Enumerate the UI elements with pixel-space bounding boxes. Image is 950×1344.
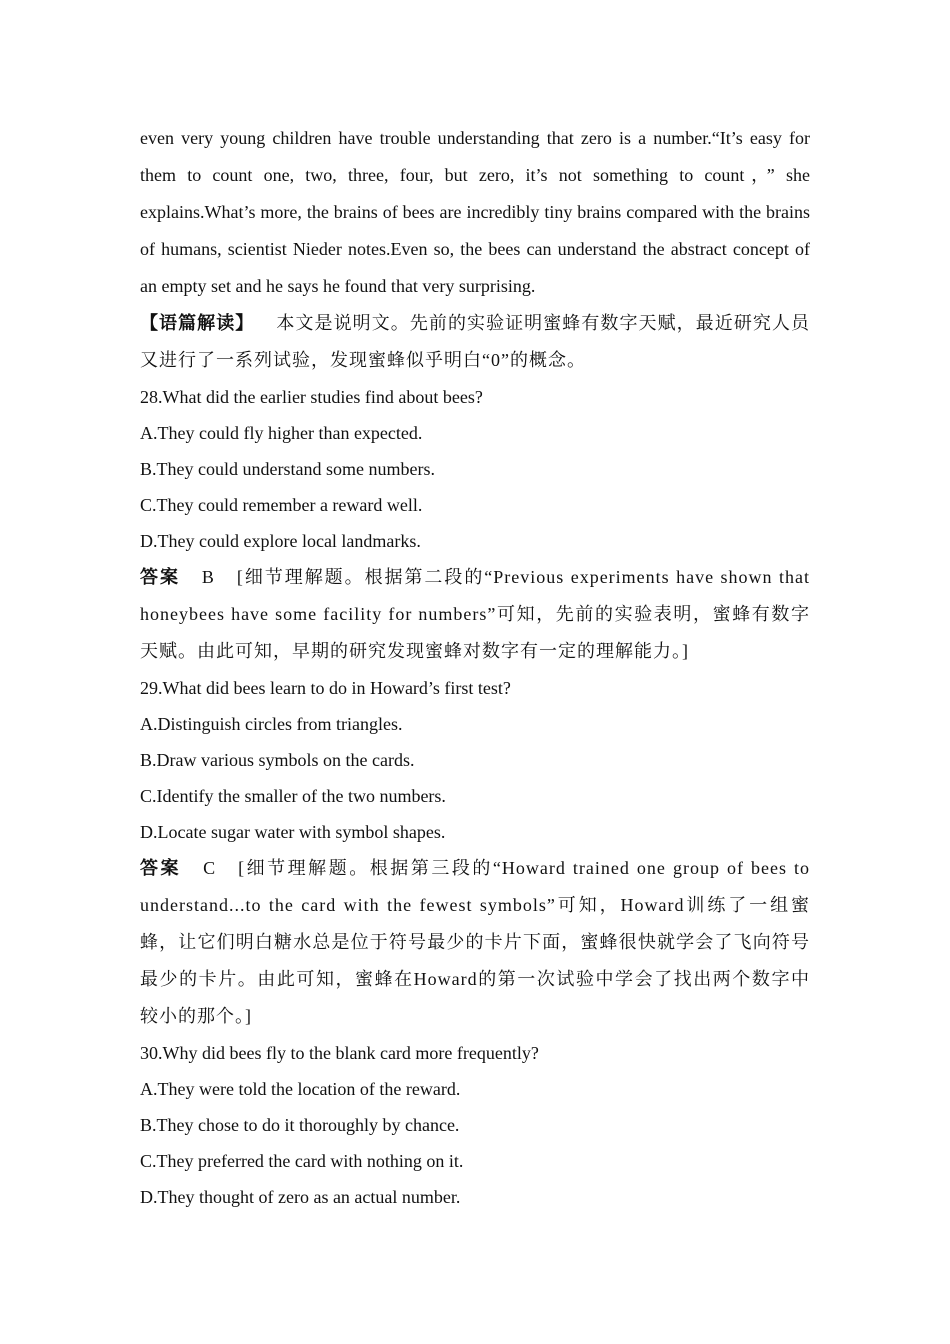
answer-block [140, 850, 810, 1035]
option-a: A.Distinguish circles from triangles. [140, 714, 403, 734]
answer-letter: C [203, 858, 217, 878]
option-b: B.Draw various symbols on the cards. [140, 750, 415, 770]
option-b: B.They could understand some numbers. [140, 459, 435, 479]
option-c: C.Identify the smaller of the two numbers. [140, 786, 446, 806]
option-d: D.Locate sugar water with symbol shapes. [140, 822, 446, 842]
question-stem: 28.What did the earlier studies find about bees? [140, 387, 483, 407]
option-c: C.They could remember a reward well. [140, 495, 423, 515]
answer-explanation: [细节理解题。根据第二段的“Previous experiments have shown that honeybees have some facility for numbers”可知，先前的实验表明，蜜蜂有数字天赋。由此可知，早期的研究发现蜜蜂对数字有一定的理解能力。] [140, 567, 810, 661]
reading-note [140, 305, 810, 379]
answer-letter: B [201, 567, 215, 587]
question-stem: 30.Why did bees fly to the blank card more frequently? [140, 1043, 539, 1063]
reading-note-label: 【语篇解读】 [140, 313, 255, 333]
question-30 [140, 1035, 810, 1215]
answer-label: 答案 [140, 858, 182, 878]
reading-note-text: 本文是说明文。先前的实验证明蜜蜂有数字天赋，最近研究人员又进行了一系列试验，发现蜜蜂似乎明白“0”的概念。 [140, 313, 811, 370]
answer-label: 答案 [140, 567, 180, 587]
option-d: D.They could explore local landmarks. [140, 531, 421, 551]
option-c: C.They preferred the card with nothing on it. [140, 1151, 464, 1171]
option-b: B.They chose to do it thoroughly by chance. [140, 1115, 460, 1135]
question-28 [140, 379, 810, 670]
option-a: A.They could fly higher than expected. [140, 423, 423, 443]
answer-block [140, 559, 810, 670]
option-a: A.They were told the location of the reward. [140, 1079, 461, 1099]
answer-explanation: [细节理解题。根据第三段的“Howard trained one group of bees to understand...to the card with the fewest symbols”可知，Howard训练了一组蜜蜂，让它们明白糖水总是位于符号最少的卡片下面，蜜蜂很快就学会了飞向符号最少的卡片。由此可知，蜜蜂在Howard的第一次试验中学会了找出两个数字中较小的那个。] [140, 858, 811, 1026]
passage-paragraph: even very young children have trouble understanding that zero is a number.“It’s easy for them to count one, two, three, four, but zero, it’s not something to count，” she explains.What’s more, the brains of bees are incredibly tiny brains compared with the brains of humans, scientist Nieder notes.Even so, the bees can understand the abstract concept of an empty set and he says he found that very surprising. [140, 128, 810, 296]
option-d: D.They thought of zero as an actual number. [140, 1187, 461, 1207]
question-stem: 29.What did bees learn to do in Howard’s first test? [140, 678, 511, 698]
question-29 [140, 670, 810, 1035]
